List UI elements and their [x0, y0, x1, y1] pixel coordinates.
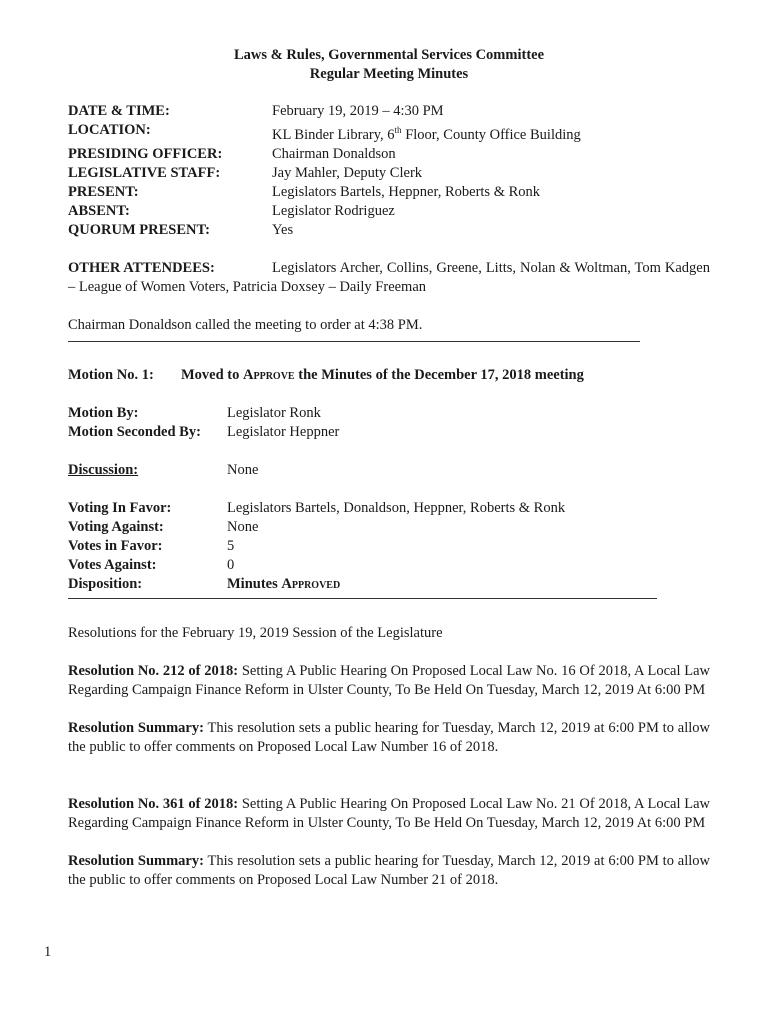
- resolution-361-label: Resolution No. 361 of 2018:: [68, 795, 239, 812]
- voting-in-favor-label: Voting In Favor:: [68, 499, 172, 516]
- presiding-officer-label: PRESIDING OFFICER:: [68, 145, 223, 162]
- motion-title-post: the Minutes of the December 17, 2018 meeting: [294, 366, 584, 383]
- resolution-361-summary-text: This resolution sets a public hearing for Tuesday, March 12, 2019 at 6:00 PM to allow the public to offer comments on Proposed Local Law Number 21 of 2018.: [68, 852, 710, 888]
- motion-discussion: [68, 461, 710, 480]
- legislative-staff-label: LEGISLATIVE STAFF:: [68, 164, 221, 181]
- date-time-label: DATE & TIME:: [68, 103, 170, 119]
- resolution-212-summary-text: This resolution sets a public hearing for Tuesday, March 12, 2019 at 6:00 PM to allow the public to offer comments on Proposed Local Law Number 16 of 2018.: [68, 719, 710, 755]
- other-attendees: [68, 259, 710, 297]
- resolutions-heading: Resolutions for the February 19, 2019 Session of the Legislature: [68, 624, 443, 641]
- resolution-212-text: Setting A Public Hearing On Proposed Local Law No. 16 Of 2018, A Local Law Regarding Campaign Finance Reform in Ulster County, To Be Held On Tuesday, March 12, 2019 At 6:00 PM: [68, 662, 710, 698]
- motion-movers: [68, 404, 710, 442]
- discussion-label: Discussion:: [68, 461, 139, 478]
- location-value-sup: th: [394, 125, 402, 135]
- absent-label: ABSENT:: [68, 202, 130, 219]
- location-value-post: Floor, County Office Building: [401, 126, 581, 143]
- resolution-361-summary: [68, 852, 710, 890]
- motion-heading: [68, 366, 710, 385]
- divider-2: [68, 598, 657, 599]
- seconded-by-label: Motion Seconded By:: [68, 423, 201, 440]
- resolution-361-summary-label: Resolution Summary:: [68, 852, 204, 869]
- disposition-action: Approved: [281, 575, 341, 592]
- voting-in-favor-value: Legislators Bartels, Donaldson, Heppner, Roberts & Ronk: [227, 499, 566, 516]
- resolution-212: [68, 662, 710, 700]
- seconded-by-value: Legislator Heppner: [227, 423, 340, 440]
- voting-against-value: None: [227, 518, 259, 535]
- other-attendees-label: OTHER ATTENDEES:: [68, 259, 215, 276]
- location-value-pre: KL Binder Library, 6: [272, 126, 395, 143]
- document-page: [68, 46, 710, 890]
- quorum-value: Yes: [272, 221, 294, 238]
- resolution-361-text: Setting A Public Hearing On Proposed Local Law No. 21 Of 2018, A Local Law Regarding Campaign Finance Reform in Ulster County, To Be Held On Tuesday, March 12, 2019 At 6:00 PM: [68, 795, 710, 831]
- votes-against-value: 0: [227, 556, 235, 573]
- motion-title-pre: Moved to: [181, 366, 244, 383]
- motion-by-value: Legislator Ronk: [227, 404, 321, 421]
- page-number: 1: [44, 944, 52, 960]
- motion-votes: [68, 499, 710, 594]
- legislative-staff-value: Jay Mahler, Deputy Clerk: [272, 164, 423, 181]
- other-attendees-text: Legislators Archer, Collins, Greene, Litts, Nolan & Woltman, Tom Kadgen – League of Women Voters, Patricia Doxsey – Daily Freeman: [68, 259, 710, 295]
- document-title: [68, 46, 710, 84]
- meeting-info: [68, 102, 710, 240]
- resolution-212-label: Resolution No. 212 of 2018:: [68, 662, 239, 679]
- motion-by-label: Motion By:: [68, 404, 139, 421]
- disposition-value: [227, 575, 710, 594]
- votes-against-label: Votes Against:: [68, 556, 157, 573]
- quorum-label: QUORUM PRESENT:: [68, 221, 210, 238]
- location-value: [272, 121, 710, 145]
- motion-number: Motion No. 1:: [68, 366, 154, 383]
- disposition-label: Disposition:: [68, 575, 143, 592]
- votes-in-favor-value: 5: [227, 537, 235, 554]
- resolution-361: [68, 795, 710, 833]
- discussion-value: None: [227, 461, 259, 478]
- disposition-pre: Minutes: [227, 575, 282, 592]
- date-time-value: February 19, 2019 – 4:30 PM: [272, 103, 444, 119]
- resolution-212-summary-label: Resolution Summary:: [68, 719, 204, 736]
- divider-1: [68, 341, 640, 342]
- votes-in-favor-label: Votes in Favor:: [68, 537, 163, 554]
- motion-title-action: Approve: [243, 366, 295, 383]
- present-value: Legislators Bartels, Heppner, Roberts & Ronk: [272, 183, 541, 200]
- title-line-1: Laws & Rules, Governmental Services Committee: [233, 47, 545, 63]
- resolution-212-summary: [68, 719, 710, 757]
- absent-value: Legislator Rodriguez: [272, 202, 395, 219]
- title-line-2: Regular Meeting Minutes: [309, 66, 469, 82]
- location-label: LOCATION:: [68, 122, 151, 138]
- voting-against-label: Voting Against:: [68, 518, 164, 535]
- presiding-officer-value: Chairman Donaldson: [272, 145, 396, 162]
- call-to-order: Chairman Donaldson called the meeting to order at 4:38 PM.: [68, 316, 423, 333]
- present-label: PRESENT:: [68, 183, 139, 200]
